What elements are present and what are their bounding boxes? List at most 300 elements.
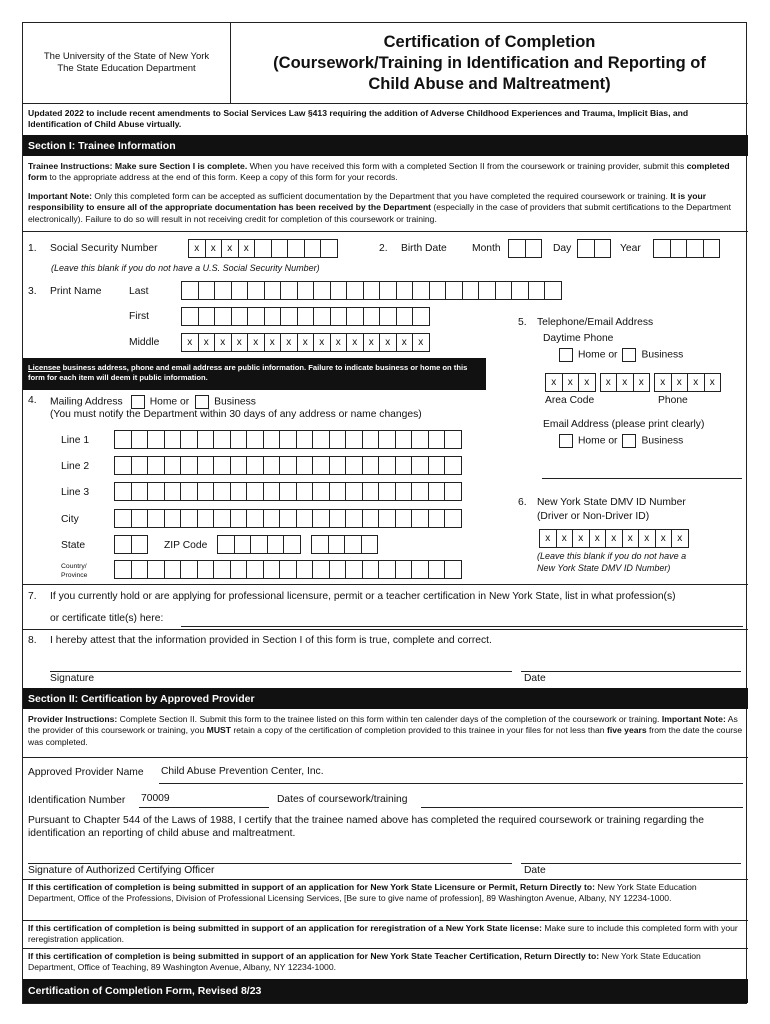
first-name-boxes[interactable] <box>181 307 429 326</box>
divider <box>23 584 748 585</box>
char-box[interactable]: x <box>412 333 430 352</box>
char-box[interactable] <box>428 482 446 501</box>
char-box[interactable] <box>703 239 721 258</box>
state-label: State <box>61 540 86 551</box>
char-box[interactable] <box>197 482 215 501</box>
char-box[interactable] <box>131 430 149 449</box>
email-input-line[interactable] <box>542 478 742 479</box>
divider <box>23 948 748 949</box>
char-box[interactable] <box>411 482 429 501</box>
char-box[interactable] <box>313 281 331 300</box>
char-box[interactable] <box>213 482 231 501</box>
char-box[interactable]: x <box>633 373 651 392</box>
char-box[interactable] <box>312 482 330 501</box>
section2-title: Section II: Certification by Approved Provider <box>23 688 748 709</box>
agency-line1: The University of the State of New York <box>43 51 210 62</box>
char-box[interactable] <box>412 281 430 300</box>
char-box[interactable] <box>263 482 281 501</box>
char-box[interactable] <box>164 509 182 528</box>
char-box[interactable]: x <box>188 239 206 258</box>
char-box[interactable] <box>131 482 149 501</box>
char-box[interactable] <box>279 509 297 528</box>
char-box[interactable] <box>164 456 182 475</box>
char-box[interactable] <box>296 560 314 579</box>
char-box[interactable] <box>312 509 330 528</box>
char-box[interactable] <box>250 535 268 554</box>
char-box[interactable] <box>378 482 396 501</box>
char-box[interactable] <box>378 456 396 475</box>
char-box[interactable]: x <box>539 529 557 548</box>
char-box[interactable] <box>114 456 132 475</box>
char-box[interactable] <box>411 509 429 528</box>
dmv-boxes[interactable] <box>539 529 688 548</box>
mailing-note: (You must notify the Department within 30 days of any address or name changes) <box>50 409 422 420</box>
char-box[interactable]: x <box>214 333 232 352</box>
char-box[interactable] <box>263 560 281 579</box>
char-box[interactable] <box>428 456 446 475</box>
char-box[interactable] <box>230 560 248 579</box>
char-box[interactable] <box>213 509 231 528</box>
id-number-line <box>139 807 269 808</box>
char-box[interactable] <box>147 560 165 579</box>
char-box[interactable] <box>181 281 199 300</box>
char-box[interactable] <box>329 509 347 528</box>
trainee-instructions: Trainee Instructions: Make sure Section I is complete. When you have received this form with a completed Section II from the coursework or training provider, submit this completed form to the appropriate address at the end of this form. Keep a copy of this form for your records. <box>28 161 730 183</box>
char-box[interactable] <box>363 307 381 326</box>
form-revision: Certification of Completion Form, Revised 8/23 <box>23 979 748 1003</box>
char-box[interactable] <box>283 535 301 554</box>
title-line2: (Coursework/Training in Identification and Reporting of <box>273 53 706 72</box>
char-box[interactable] <box>653 239 671 258</box>
char-box[interactable] <box>296 482 314 501</box>
char-box[interactable] <box>577 239 595 258</box>
char-box[interactable] <box>511 281 529 300</box>
date-label: Date <box>524 673 546 684</box>
char-box[interactable] <box>246 509 264 528</box>
char-box[interactable] <box>180 509 198 528</box>
char-box[interactable] <box>114 560 132 579</box>
char-box[interactable] <box>508 239 526 258</box>
phone-business-checkbox[interactable] <box>622 348 636 362</box>
char-box[interactable] <box>246 560 264 579</box>
char-box[interactable] <box>247 307 265 326</box>
char-box[interactable] <box>197 456 215 475</box>
char-box[interactable] <box>320 239 338 258</box>
char-box[interactable]: x <box>589 529 607 548</box>
birth-day-boxes[interactable] <box>577 239 610 258</box>
char-box[interactable] <box>197 560 215 579</box>
char-box[interactable] <box>478 281 496 300</box>
mail-home-checkbox[interactable] <box>131 395 145 409</box>
trainee-signature-line[interactable] <box>50 671 512 672</box>
ssn-label: Social Security Number <box>50 243 158 254</box>
char-box[interactable] <box>279 482 297 501</box>
char-box[interactable] <box>147 430 165 449</box>
trainee-important-note: Important Note: Only this completed form can be accepted as sufficient documentation by the Department that you have completed the required coursework or training. It is your responsibility to ensure all of the appropriate documentation has been received by the Department (especially in the case of providers that submit certifications to the Department electronically). Failure to do so will result in not receiving credit for completion of this coursework or training. <box>28 191 732 224</box>
q3-number: 3. <box>28 286 37 297</box>
char-box[interactable] <box>114 535 132 554</box>
char-box[interactable]: x <box>363 333 381 352</box>
char-box[interactable] <box>147 509 165 528</box>
first-name-label: First <box>129 311 150 322</box>
month-label: Month <box>472 243 501 254</box>
q5-number: 5. <box>518 317 527 328</box>
signature-label: Signature <box>50 673 95 684</box>
char-box[interactable] <box>330 281 348 300</box>
char-box[interactable]: x <box>562 373 580 392</box>
char-box[interactable] <box>428 560 446 579</box>
char-box[interactable]: x <box>198 333 216 352</box>
char-box[interactable] <box>230 456 248 475</box>
char-box[interactable] <box>362 560 380 579</box>
char-box[interactable] <box>395 430 413 449</box>
title-line3: Child Abuse and Maltreatment) <box>368 74 611 93</box>
provider-name-value[interactable]: Child Abuse Prevention Center, Inc. <box>161 766 324 777</box>
char-box[interactable]: x <box>545 373 563 392</box>
char-box[interactable] <box>213 430 231 449</box>
char-box[interactable] <box>411 560 429 579</box>
char-box[interactable] <box>312 430 330 449</box>
char-box[interactable] <box>328 535 346 554</box>
id-number-value[interactable]: 70009 <box>141 793 170 804</box>
zip4-boxes[interactable] <box>311 535 377 554</box>
char-box[interactable] <box>267 535 285 554</box>
char-box[interactable] <box>271 239 289 258</box>
char-box[interactable] <box>312 560 330 579</box>
char-box[interactable] <box>329 482 347 501</box>
year-label: Year <box>620 243 641 254</box>
char-box[interactable] <box>396 281 414 300</box>
char-box[interactable] <box>246 456 264 475</box>
char-box[interactable]: x <box>297 333 315 352</box>
char-box[interactable] <box>230 482 248 501</box>
state-boxes[interactable] <box>114 535 147 554</box>
char-box[interactable] <box>412 307 430 326</box>
footer-teacher: If this certification of completion is being submitted in support of an application for New York State Teacher Certification, Return Directly to: New York State Education Department, Office of Teaching, 89 Washington Avenue, Albany, NY 12234-1000. <box>28 951 701 973</box>
birth-month-boxes[interactable] <box>508 239 541 258</box>
char-box[interactable] <box>114 430 132 449</box>
char-box[interactable]: x <box>578 373 596 392</box>
char-box[interactable] <box>231 281 249 300</box>
q8-text: I hereby attest that the information provided in Section I of this form is true, complete and correct. <box>50 635 492 646</box>
char-box[interactable] <box>411 456 429 475</box>
char-box[interactable]: x <box>379 333 397 352</box>
last-name-boxes[interactable] <box>181 281 561 300</box>
char-box[interactable] <box>344 535 362 554</box>
char-box[interactable] <box>263 456 281 475</box>
char-box[interactable] <box>264 307 282 326</box>
char-box[interactable] <box>525 239 543 258</box>
char-box[interactable]: x <box>671 373 689 392</box>
char-box[interactable]: x <box>264 333 282 352</box>
char-box[interactable] <box>444 560 462 579</box>
q1-number: 1. <box>28 243 37 254</box>
char-box[interactable]: x <box>600 373 618 392</box>
char-box[interactable] <box>180 430 198 449</box>
char-box[interactable] <box>264 281 282 300</box>
char-box[interactable]: x <box>671 529 689 548</box>
middle-name-label: Middle <box>129 337 160 348</box>
char-box[interactable]: x <box>205 239 223 258</box>
char-box[interactable] <box>445 281 463 300</box>
address-line3-boxes[interactable] <box>114 482 461 501</box>
char-box[interactable] <box>528 281 546 300</box>
country-label: Country/ Province <box>61 563 88 579</box>
char-box[interactable] <box>411 430 429 449</box>
email-label: Email Address (please print clearly) <box>543 419 705 430</box>
char-box[interactable] <box>296 430 314 449</box>
char-box[interactable] <box>670 239 688 258</box>
officer-date-label: Date <box>524 865 546 876</box>
char-box[interactable] <box>304 239 322 258</box>
char-box[interactable] <box>147 456 165 475</box>
char-box[interactable]: x <box>396 333 414 352</box>
char-box[interactable] <box>428 430 446 449</box>
dates-input-line[interactable] <box>421 807 743 808</box>
char-box[interactable]: x <box>238 239 256 258</box>
char-box[interactable]: x <box>622 529 640 548</box>
char-box[interactable]: x <box>231 333 249 352</box>
char-box[interactable] <box>287 239 305 258</box>
char-box[interactable] <box>234 535 252 554</box>
profession-input-line[interactable] <box>181 626 743 627</box>
char-box[interactable] <box>214 307 232 326</box>
char-box[interactable] <box>345 430 363 449</box>
char-box[interactable]: x <box>181 333 199 352</box>
char-box[interactable] <box>379 307 397 326</box>
char-box[interactable] <box>395 509 413 528</box>
char-box[interactable] <box>544 281 562 300</box>
address-line2-boxes[interactable] <box>114 456 461 475</box>
form-title <box>231 23 748 103</box>
line2-label: Line 2 <box>61 461 90 472</box>
char-box[interactable] <box>297 281 315 300</box>
divider <box>23 629 748 630</box>
phone-boxes[interactable] <box>545 373 720 392</box>
char-box[interactable] <box>362 456 380 475</box>
char-box[interactable]: x <box>638 529 656 548</box>
char-box[interactable] <box>378 509 396 528</box>
area-code-label: Area Code <box>545 395 595 406</box>
char-box[interactable] <box>198 307 216 326</box>
dmv-note1: (Leave this blank if you do not have a <box>537 551 687 561</box>
char-box[interactable] <box>297 307 315 326</box>
char-box[interactable] <box>594 239 612 258</box>
last-name-label: Last <box>129 286 149 297</box>
char-box[interactable] <box>362 509 380 528</box>
char-box[interactable] <box>131 535 149 554</box>
char-box[interactable] <box>362 482 380 501</box>
char-box[interactable] <box>313 307 331 326</box>
char-box[interactable] <box>311 535 329 554</box>
char-box[interactable] <box>345 509 363 528</box>
char-box[interactable] <box>444 430 462 449</box>
mailing-address-label: Mailing Address Home or Business <box>50 396 256 408</box>
agency-line2: The State Education Department <box>57 63 196 74</box>
char-box[interactable] <box>197 430 215 449</box>
char-box[interactable] <box>363 281 381 300</box>
char-box[interactable] <box>395 482 413 501</box>
char-box[interactable] <box>131 560 149 579</box>
char-box[interactable] <box>217 535 235 554</box>
phone-home-checkbox[interactable] <box>559 348 573 362</box>
char-box[interactable] <box>131 456 149 475</box>
char-box[interactable] <box>379 281 397 300</box>
char-box[interactable] <box>230 430 248 449</box>
divider <box>23 920 748 921</box>
email-business-checkbox[interactable] <box>622 434 636 448</box>
line1-label: Line 1 <box>61 435 90 446</box>
char-box[interactable] <box>395 456 413 475</box>
char-box[interactable] <box>429 281 447 300</box>
char-box[interactable] <box>329 456 347 475</box>
char-box[interactable] <box>361 535 379 554</box>
char-box[interactable] <box>131 509 149 528</box>
char-box[interactable]: x <box>616 373 634 392</box>
char-box[interactable] <box>395 560 413 579</box>
char-box[interactable] <box>296 456 314 475</box>
char-box[interactable] <box>329 560 347 579</box>
char-box[interactable] <box>164 560 182 579</box>
char-box[interactable]: x <box>330 333 348 352</box>
char-box[interactable] <box>346 307 364 326</box>
char-box[interactable]: x <box>687 373 705 392</box>
char-box[interactable] <box>230 509 248 528</box>
char-box[interactable] <box>345 560 363 579</box>
char-box[interactable] <box>444 456 462 475</box>
char-box[interactable] <box>296 509 314 528</box>
char-box[interactable]: x <box>280 333 298 352</box>
char-box[interactable]: x <box>704 373 722 392</box>
char-box[interactable] <box>428 509 446 528</box>
footer-licensure: If this certification of completion is being submitted in support of an application for New York State Licensure or Permit, Return Directly to: New York State Education Department, Office of the Professions, Division of Professional Licensing Services, [Be sure to give name of profession], 89 Washington Avenue, Albany, NY 12234-1000. <box>28 882 697 904</box>
char-box[interactable]: x <box>572 529 590 548</box>
char-box[interactable] <box>686 239 704 258</box>
char-box[interactable]: x <box>247 333 265 352</box>
char-box[interactable] <box>213 456 231 475</box>
public-info-notice: Licensee business address, phone and email address are public information. Failure to indicate business or home on this form for each item will deem it public information. <box>23 358 486 390</box>
char-box[interactable]: x <box>313 333 331 352</box>
provider-name-line <box>159 783 743 784</box>
birth-date-label: Birth Date <box>401 243 447 254</box>
char-box[interactable] <box>280 281 298 300</box>
char-box[interactable] <box>345 456 363 475</box>
char-box[interactable] <box>330 307 348 326</box>
char-box[interactable] <box>279 430 297 449</box>
char-box[interactable] <box>254 239 272 258</box>
char-box[interactable] <box>246 430 264 449</box>
officer-date-line[interactable] <box>521 863 741 864</box>
char-box[interactable] <box>495 281 513 300</box>
char-box[interactable] <box>114 482 132 501</box>
char-box[interactable] <box>246 482 264 501</box>
provider-name-label: Approved Provider Name <box>28 767 144 778</box>
char-box[interactable] <box>198 281 216 300</box>
char-box[interactable]: x <box>655 529 673 548</box>
email-type: Home or Business <box>559 434 683 448</box>
char-box[interactable]: x <box>556 529 574 548</box>
divider <box>23 879 748 880</box>
dmv-note2: New York State DMV ID Number) <box>537 563 671 573</box>
char-box[interactable] <box>197 509 215 528</box>
char-box[interactable] <box>312 456 330 475</box>
officer-signature-line[interactable] <box>28 863 512 864</box>
char-box[interactable] <box>231 307 249 326</box>
char-box[interactable]: x <box>605 529 623 548</box>
birth-year-boxes[interactable] <box>653 239 719 258</box>
zip-boxes[interactable] <box>217 535 300 554</box>
char-box[interactable] <box>147 482 165 501</box>
char-box[interactable]: x <box>654 373 672 392</box>
char-box[interactable] <box>444 482 462 501</box>
char-box[interactable] <box>247 281 265 300</box>
phone-type: Home or Business <box>559 348 683 362</box>
ssn-boxes[interactable] <box>188 239 337 258</box>
char-box[interactable] <box>164 430 182 449</box>
phone-email-label: Telephone/Email Address <box>537 317 654 328</box>
char-box[interactable]: x <box>221 239 239 258</box>
char-box[interactable]: x <box>346 333 364 352</box>
day-label: Day <box>553 243 572 254</box>
char-box[interactable] <box>181 307 199 326</box>
dates-label: Dates of coursework/training <box>277 794 408 805</box>
char-box[interactable] <box>362 430 380 449</box>
char-box[interactable] <box>444 509 462 528</box>
officer-signature-label: Signature of Authorized Certifying Officer <box>28 865 215 876</box>
char-box[interactable] <box>279 560 297 579</box>
char-box[interactable] <box>345 482 363 501</box>
char-box[interactable] <box>180 456 198 475</box>
char-box[interactable] <box>396 307 414 326</box>
country-boxes[interactable] <box>114 560 461 579</box>
char-box[interactable] <box>263 430 281 449</box>
char-box[interactable] <box>114 509 132 528</box>
mail-business-checkbox[interactable] <box>195 395 209 409</box>
trainee-date-line[interactable] <box>521 671 741 672</box>
char-box[interactable] <box>462 281 480 300</box>
q7-number: 7. <box>28 591 37 602</box>
q7-text: If you currently hold or are applying for professional licensure, permit or a teacher certification in New York State, list in what profession(s) <box>50 591 676 602</box>
middle-name-boxes[interactable] <box>181 333 429 352</box>
char-box[interactable] <box>180 560 198 579</box>
divider <box>23 757 748 758</box>
city-boxes[interactable] <box>114 509 461 528</box>
char-box[interactable] <box>279 456 297 475</box>
char-box[interactable] <box>213 560 231 579</box>
char-box[interactable] <box>180 482 198 501</box>
char-box[interactable] <box>164 482 182 501</box>
char-box[interactable] <box>329 430 347 449</box>
char-box[interactable] <box>263 509 281 528</box>
id-number-label: Identification Number <box>28 795 126 806</box>
footer-reregistration: If this certification of completion is being submitted in support of an application for reregistration of a New York State license: Make sure to include this completed form with your reregistration application. <box>28 923 738 945</box>
char-box[interactable] <box>378 560 396 579</box>
q6-number: 6. <box>518 497 527 508</box>
char-box[interactable] <box>346 281 364 300</box>
section1-title: Section I: Trainee Information <box>23 135 748 156</box>
daytime-phone-label: Daytime Phone <box>543 333 614 344</box>
line3-label: Line 3 <box>61 487 90 498</box>
char-box[interactable] <box>280 307 298 326</box>
city-label: City <box>61 514 79 525</box>
divider <box>23 103 748 104</box>
title-line1: Certification of Completion <box>383 32 596 51</box>
char-box[interactable] <box>378 430 396 449</box>
char-box[interactable] <box>214 281 232 300</box>
address-line1-boxes[interactable] <box>114 430 461 449</box>
q8-number: 8. <box>28 635 37 646</box>
email-home-checkbox[interactable] <box>559 434 573 448</box>
